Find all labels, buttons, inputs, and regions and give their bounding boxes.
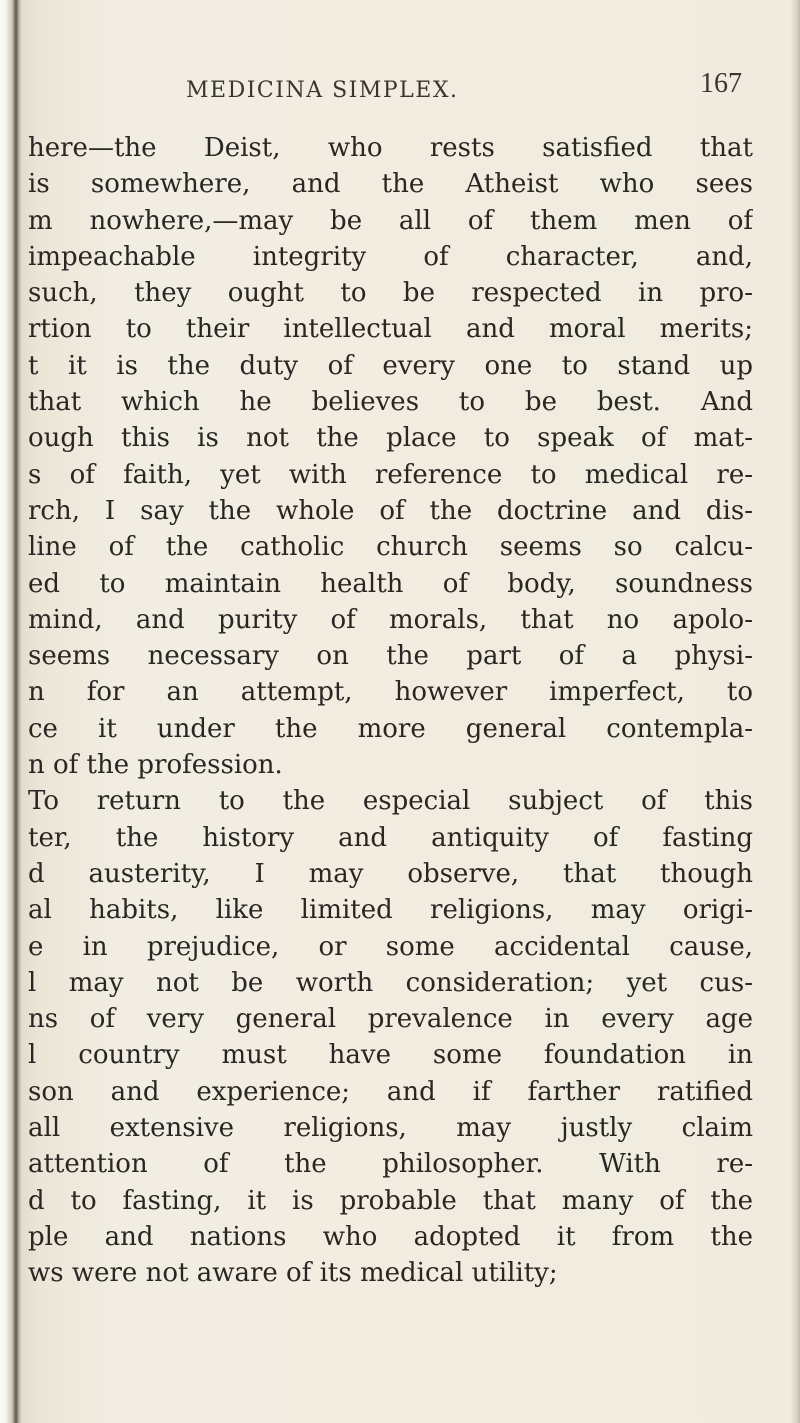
text-line: ter, the history and antiquity of fasting xyxy=(28,822,753,853)
text-line: impeachable integrity of character, and, xyxy=(28,241,753,272)
text-line: here—the Deist, who rests satisfied that xyxy=(28,133,753,163)
text-line: rch, I say the whole of the doctrine and dis- xyxy=(28,495,753,526)
text-line: seems necessary on the part of a physi- xyxy=(28,641,753,672)
text-line: mind, and purity of morals, that no apolo- xyxy=(28,604,753,635)
text-line: rtion to their intellectual and moral merits; xyxy=(28,314,753,345)
page-edge xyxy=(790,0,800,1423)
text-line: s of faith, yet with reference to medical re- xyxy=(28,459,753,490)
text-line: is somewhere, and the Atheist who sees xyxy=(28,169,753,200)
text-line: ns of very general prevalence in every age xyxy=(28,1004,753,1035)
text-line: To return to the especial subject of this xyxy=(28,786,753,817)
text-line: e in prejudice, or some accidental cause, xyxy=(28,931,753,962)
body-text xyxy=(28,130,788,1292)
text-line: n of the profession. xyxy=(28,750,283,781)
text-line: line of the catholic church seems so calcu- xyxy=(28,532,753,563)
binding-gutter xyxy=(0,0,22,1423)
text-line: al habits, like limited religions, may origi- xyxy=(28,895,753,926)
text-line: ce it under the more general contempla- xyxy=(28,713,753,744)
text-line: ed to maintain health of body, soundness xyxy=(28,568,753,599)
text-line: ough this is not the place to speak of mat- xyxy=(28,423,753,454)
text-line: d to fasting, it is probable that many of the xyxy=(28,1185,753,1216)
text-line: d austerity, I may observe, that though xyxy=(28,858,753,889)
text-line: all extensive religions, may justly claim xyxy=(28,1113,753,1144)
text-line: such, they ought to be respected in pro- xyxy=(28,278,753,309)
text-line: l country must have some foundation in xyxy=(28,1040,753,1071)
text-line: that which he believes to be best. And xyxy=(28,387,753,418)
running-head: MEDICINA SIMPLEX. xyxy=(186,78,459,103)
page-number: 167 xyxy=(700,68,742,99)
text-line: ple and nations who adopted it from the xyxy=(28,1221,753,1252)
text-line: m nowhere,—may be all of them men of xyxy=(28,205,753,236)
text-line: n for an attempt, however imperfect, to xyxy=(28,677,753,708)
text-line: son and experience; and if farther ratified xyxy=(28,1076,753,1107)
text-line: l may not be worth consideration; yet cus- xyxy=(28,967,753,998)
text-line: ws were not aware of its medical utility; xyxy=(28,1258,558,1289)
text-line: t it is the duty of every one to stand up xyxy=(28,350,753,381)
text-line: attention of the philosopher. With re- xyxy=(28,1149,753,1180)
